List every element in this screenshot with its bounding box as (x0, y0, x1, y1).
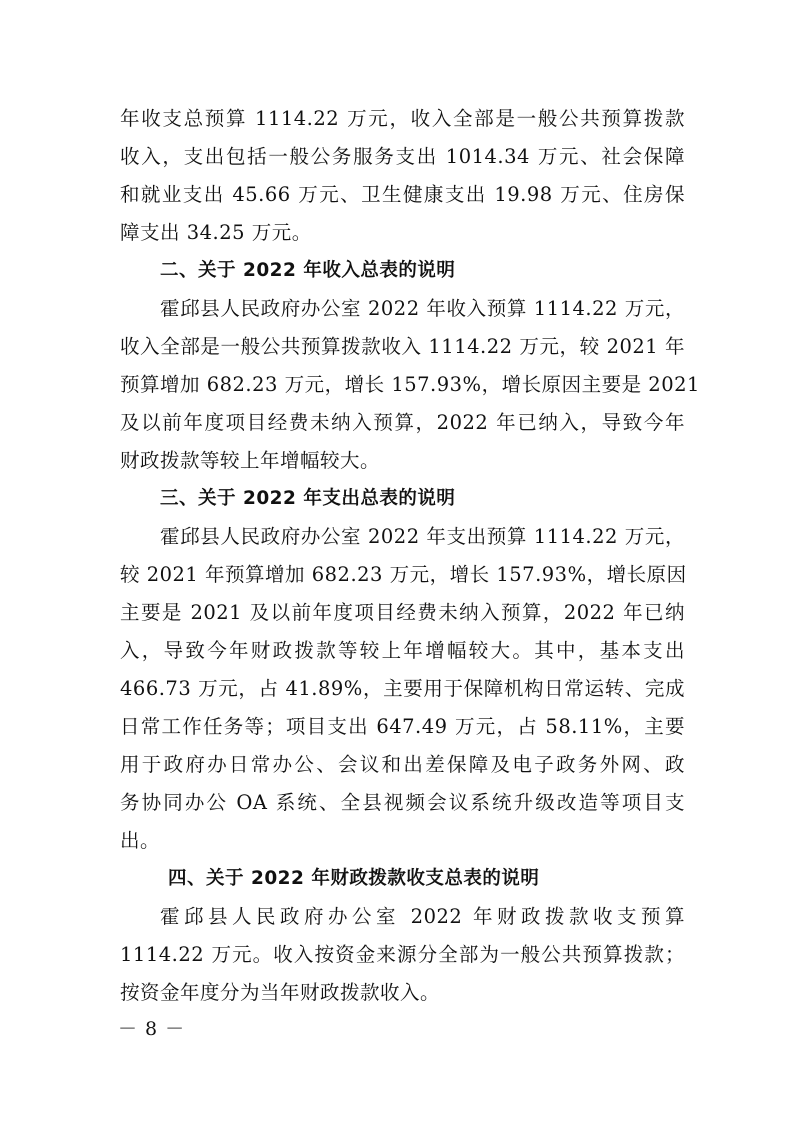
body-line: 用于政府办日常办公、会议和出差保障及电子政务外网、政 (120, 753, 685, 776)
body-line: 入，导致今年财政拨款等较上年增幅较大。其中，基本支出 (120, 639, 685, 662)
body-line: 主要是 2021 及以前年度项目经费未纳入预算，2022 年已纳 (120, 601, 685, 624)
body-line: 霍邱县人民政府办公室 2022 年收入预算 1114.22 万元， (160, 297, 685, 320)
body-line: 收入全部是一般公共预算拨款收入 1114.22 万元，较 2021 年 (120, 335, 685, 358)
body-line: 及以前年度项目经费未纳入预算，2022 年已纳入，导致今年 (120, 411, 685, 434)
body-line: 1114.22 万元。收入按资金来源分全部为一般公共预算拨款； (120, 943, 685, 966)
section-heading-expenditure: 三、关于 2022 年支出总表的说明 (160, 488, 456, 509)
page-number: － 8 － (118, 1018, 186, 1040)
body-line: 出。 (120, 829, 161, 852)
body-line: 务协同办公 OA 系统、全县视频会议系统升级改造等项目支 (120, 791, 685, 814)
body-line: 霍邱县人民政府办公室 2022 年财政拨款收支预算 (160, 905, 685, 928)
section-heading-income: 二、关于 2022 年收入总表的说明 (160, 260, 456, 281)
body-line: 日常工作任务等；项目支出 647.49 万元，占 58.11%，主要 (120, 715, 685, 738)
body-line: 较 2021 年预算增加 682.23 万元，增长 157.93%，增长原因 (120, 563, 687, 586)
body-line: 收入，支出包括一般公务服务支出 1014.34 万元、社会保障 (120, 145, 685, 168)
body-line: 按资金年度分为当年财政拨款收入。 (120, 981, 441, 1004)
body-line: 财政拨款等较上年增幅较大。 (120, 449, 381, 472)
body-line: 预算增加 682.23 万元，增长 157.93%，增长原因主要是 2021 (120, 373, 700, 396)
body-line: 和就业支出 45.66 万元、卫生健康支出 19.98 万元、住房保 (120, 183, 685, 206)
body-line: 年收支总预算 1114.22 万元，收入全部是一般公共预算拨款 (120, 107, 685, 130)
body-line: 霍邱县人民政府办公室 2022 年支出预算 1114.22 万元， (160, 525, 685, 548)
body-line: 障支出 34.25 万元。 (120, 221, 312, 244)
section-heading-fiscal-appropriation: 四、关于 2022 年财政拨款收支总表的说明 (168, 868, 540, 889)
body-line: 466.73 万元，占 41.89%，主要用于保障机构日常运转、完成 (120, 677, 685, 700)
